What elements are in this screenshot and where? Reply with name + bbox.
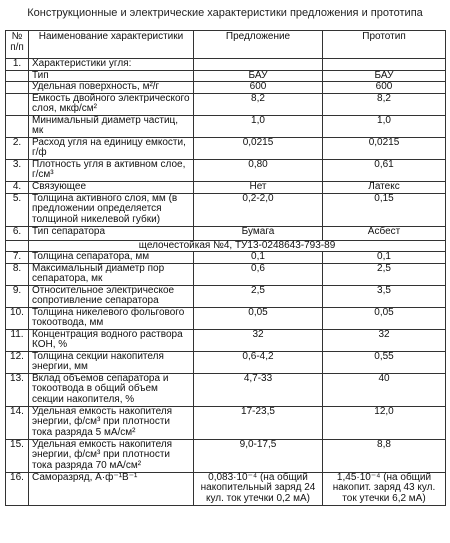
row-number: 1. [6,59,29,71]
prototype-value: 32 [323,329,446,351]
table-body [6,59,446,506]
table-row [6,181,446,193]
proposal-value: 0,083·10⁻⁴ (на общий накопительный заряд 24 кул. ток утечки 0,2 мА) [194,472,323,505]
characteristics-table [5,30,446,506]
table-row [6,115,446,137]
characteristic-name: Вклад объемов сепаратора и токоотвода в общий объем секции накопителя, % [29,373,194,406]
prototype-value: 0,15 [323,193,446,226]
prototype-value: 40 [323,373,446,406]
table-row [6,240,446,252]
characteristic-name: Удельная поверхность, м²/г [29,82,194,94]
table-row [6,373,446,406]
characteristic-name: Связующее [29,181,194,193]
characteristic-name: Толщина активного слоя, мм (в предложении определяется толщиной никелевой губки) [29,193,194,226]
proposal-value [194,59,323,71]
row-number: 15. [6,439,29,472]
proposal-value: Нет [194,181,323,193]
proposal-value: БАУ [194,70,323,82]
table-row [6,307,446,329]
proposal-value: 9,0-17,5 [194,439,323,472]
prototype-value: 0,0215 [323,137,446,159]
proposal-value: 0,80 [194,159,323,181]
header-name: Наименование характеристики [29,31,194,59]
table-row [6,82,446,94]
prototype-value: 8,2 [323,93,446,115]
proposal-value: 4,7-33 [194,373,323,406]
prototype-value: 2,5 [323,263,446,285]
table-row [6,226,446,240]
table-row [6,263,446,285]
table-row [6,439,446,472]
row-number: 9. [6,285,29,307]
proposal-value: 2,5 [194,285,323,307]
table-row [6,93,446,115]
characteristic-name: Саморазряд, А·ф⁻¹В⁻¹ [29,472,194,505]
prototype-value: БАУ [323,70,446,82]
table-row [6,137,446,159]
header-prototype: Прототип [323,31,446,59]
header-proposal: Предложение [194,31,323,59]
characteristic-name: Плотность угля в активном слое, г/см³ [29,159,194,181]
characteristic-name: Максимальный диаметр пор сепаратора, мк [29,263,194,285]
row-number [6,115,29,137]
characteristic-name: Концентрация водного раствора КОН, % [29,329,194,351]
characteristic-name: Толщина никелевого фольгового токоотвода, мм [29,307,194,329]
characteristic-name: Емкость двойного электрического слоя, мкф/см² [29,93,194,115]
prototype-value: 0,1 [323,252,446,264]
proposal-value: 0,6 [194,263,323,285]
table-row [6,406,446,439]
proposal-value: 0,0215 [194,137,323,159]
table-row [6,59,446,71]
characteristic-name: Минимальный диаметр частиц, мк [29,115,194,137]
row-number: 2. [6,137,29,159]
prototype-value: Асбест [323,226,446,240]
table-row [6,70,446,82]
document-title: Конструкционные и электрические характеристики предложения и прототипа [27,7,423,19]
table-row [6,159,446,181]
prototype-value: 1,0 [323,115,446,137]
prototype-value: 8,8 [323,439,446,472]
characteristic-name: Характеристики угля: [29,59,194,71]
proposal-value: 0,05 [194,307,323,329]
characteristic-name: Толщина сепаратора, мм [29,252,194,264]
row-number: 13. [6,373,29,406]
characteristic-name: Толщина секции накопителя энергии, мм [29,351,194,373]
table-row [6,193,446,226]
row-number: 14. [6,406,29,439]
proposal-value: 8,2 [194,93,323,115]
row-number: 12. [6,351,29,373]
prototype-value: 1,45·10⁻⁴ (на общий накопит. заряд 43 кул. ток утечки 6,2 мА) [323,472,446,505]
row-number: 7. [6,252,29,264]
row-number: 4. [6,181,29,193]
proposal-value: 600 [194,82,323,94]
row-number: 3. [6,159,29,181]
table-row [6,351,446,373]
prototype-value: 0,55 [323,351,446,373]
row-number: 11. [6,329,29,351]
prototype-value: Латекс [323,181,446,193]
header-num: № п/п [6,31,29,59]
row-number: 8. [6,263,29,285]
row-number: 10. [6,307,29,329]
proposal-value: 17-23,5 [194,406,323,439]
row-number [6,70,29,82]
proposal-value: Бумага [194,226,323,240]
row-number [6,240,29,252]
prototype-value: 3,5 [323,285,446,307]
table-row [6,472,446,505]
prototype-value: 12,0 [323,406,446,439]
table-row [6,252,446,264]
prototype-value: 600 [323,82,446,94]
characteristic-name: Расход угля на единицу емкости, г/ф [29,137,194,159]
proposal-value: 0,2-2,0 [194,193,323,226]
proposal-value: 1,0 [194,115,323,137]
prototype-value: 0,05 [323,307,446,329]
characteristic-name: Удельная емкость накопителя энергии, ф/см³ при плотности тока разряда 70 мА/см² [29,439,194,472]
proposal-value: 0,6-4,2 [194,351,323,373]
row-number [6,93,29,115]
characteristic-name: Удельная емкость накопителя энергии, ф/см³ при плотности тока разряда 5 мА/см² [29,406,194,439]
proposal-value: 32 [194,329,323,351]
table-header-row [6,31,446,59]
table-row [6,329,446,351]
characteristic-name: Тип [29,70,194,82]
row-number: 6. [6,226,29,240]
prototype-value [323,59,446,71]
row-number: 5. [6,193,29,226]
characteristic-name: Тип сепаратора [29,226,194,240]
prototype-value: 0,61 [323,159,446,181]
row-number [6,82,29,94]
table-row [6,285,446,307]
characteristic-name: Относительное электрическое сопротивление сепаратора [29,285,194,307]
row-number: 16. [6,472,29,505]
separator-note: щелочестойкая №4, ТУ13-0248643-793-89 [29,240,446,252]
proposal-value: 0,1 [194,252,323,264]
